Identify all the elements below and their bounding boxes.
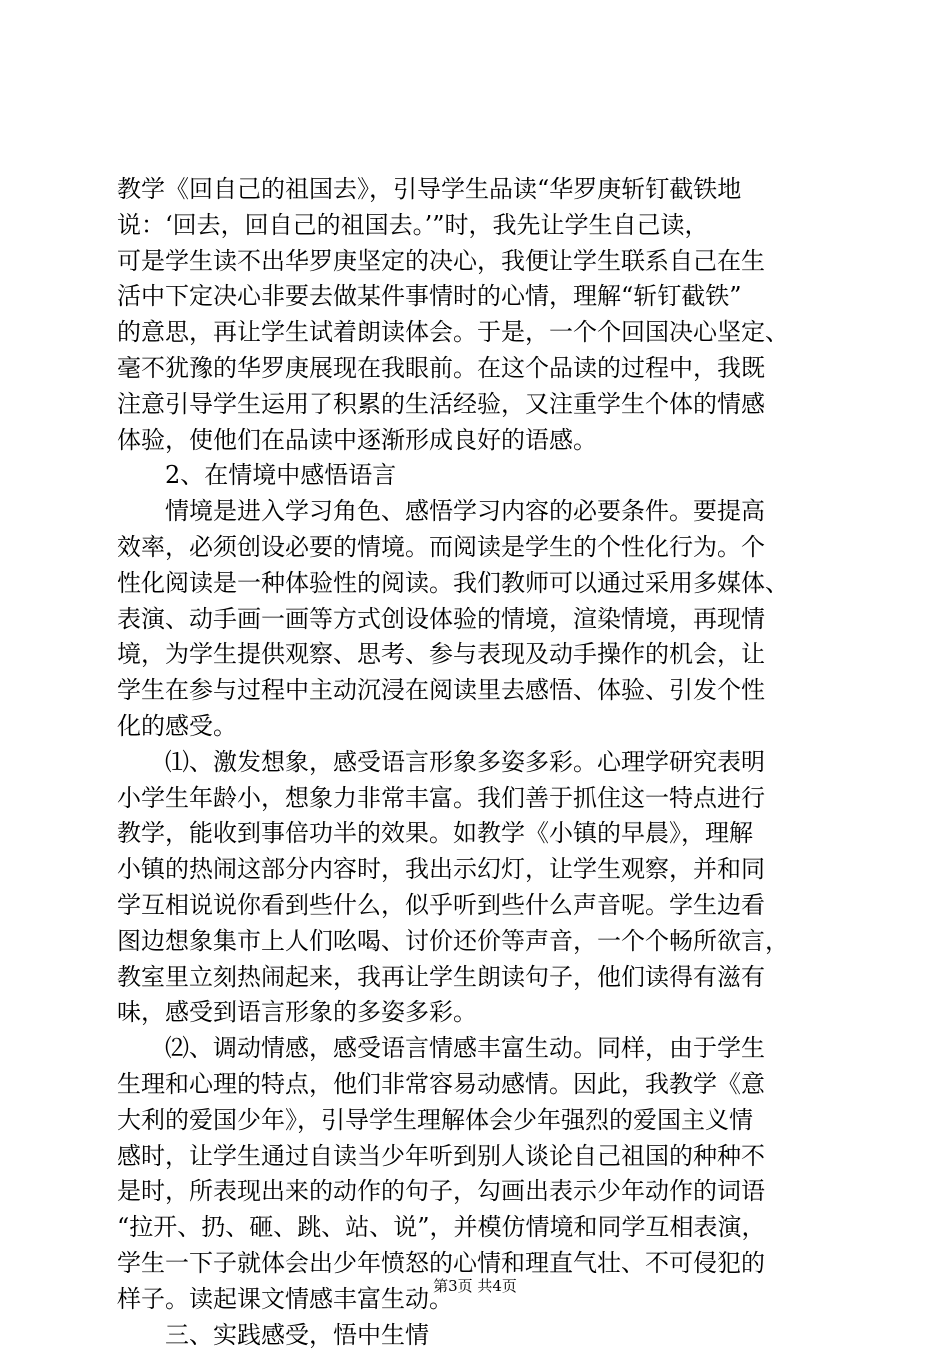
text-line: 味，感受到语言形象的多姿多彩。 — [117, 995, 837, 1031]
text-line: ⑵、调动情感，感受语言情感丰富生动。同样，由于学生 — [117, 1031, 837, 1067]
text-line: 的意思，再让学生试着朗读体会。于是，一个个回国决心坚定、 — [117, 315, 837, 351]
text-line: 境，为学生提供观察、思考、参与表现及动手操作的机会，让 — [117, 637, 837, 673]
text-line: 图边想象集市上人们吆喝、讨价还价等声音，一个个畅所欲言， — [117, 924, 837, 960]
text-line: 小学生年龄小，想象力非常丰富。我们善于抓住这一特点进行 — [117, 781, 837, 817]
text-line: ⑴、激发想象，感受语言形象多姿多彩。心理学研究表明 — [117, 745, 837, 781]
page-footer: 第3页 共4页 — [0, 1276, 950, 1296]
text-line: 说：‘回去，回自己的祖国去。’”时，我先让学生自己读， — [117, 208, 837, 244]
text-line: 学生在参与过程中主动沉浸在阅读里去感悟、体验、引发个性 — [117, 673, 837, 709]
text-line: 是时，所表现出来的动作的句子，勾画出表示少年动作的词语 — [117, 1174, 837, 1210]
text-line: 毫不犹豫的华罗庚展现在我眼前。在这个品读的过程中，我既 — [117, 351, 837, 387]
text-line: 化的感受。 — [117, 709, 837, 745]
text-line: 效率，必须创设必要的情境。而阅读是学生的个性化行为。个 — [117, 530, 837, 566]
text-line: 可是学生读不出华罗庚坚定的决心，我便让学生联系自己在生 — [117, 244, 837, 280]
text-line: 性化阅读是一种体验性的阅读。我们教师可以通过采用多媒体、 — [117, 566, 837, 602]
text-line: 2、在情境中感悟语言 — [117, 458, 837, 494]
text-line: “拉开、扔、砸、跳、站、说”，并模仿情境和同学互相表演， — [117, 1210, 837, 1246]
text-line: 生理和心理的特点，他们非常容易动感情。因此，我教学《意 — [117, 1067, 837, 1103]
text-line: 样子。读起课文情感丰富生动。 — [117, 1282, 837, 1318]
text-line: 学互相说说你看到些什么，似乎听到些什么声音呢。学生边看 — [117, 888, 837, 924]
text-line: 教室里立刻热闹起来，我再让学生朗读句子，他们读得有滋有 — [117, 960, 837, 996]
text-line: 教学《回自己的祖国去》，引导学生品读“华罗庚斩钉截铁地 — [117, 172, 837, 208]
body-text — [117, 172, 837, 1353]
text-line: 活中下定决心非要去做某件事情时的心情，理解“斩钉截铁” — [117, 279, 837, 315]
text-line: 三、实践感受，悟中生情 — [117, 1318, 837, 1353]
text-line: 大利的爱国少年》，引导学生理解体会少年强烈的爱国主义情 — [117, 1103, 837, 1139]
text-line: 学生一下子就体会出少年愤怒的心情和理直气壮、不可侵犯的 — [117, 1246, 837, 1282]
text-line: 教学，能收到事倍功半的效果。如教学《小镇的早晨》，理解 — [117, 816, 837, 852]
text-line: 注意引导学生运用了积累的生活经验，又注重学生个体的情感 — [117, 387, 837, 423]
text-line: 小镇的热闹这部分内容时，我出示幻灯，让学生观察，并和同 — [117, 852, 837, 888]
text-line: 情境是进入学习角色、感悟学习内容的必要条件。要提高 — [117, 494, 837, 530]
text-line: 表演、动手画一画等方式创设体验的情境，渲染情境，再现情 — [117, 602, 837, 638]
text-line: 体验，使他们在品读中逐渐形成良好的语感。 — [117, 423, 837, 459]
text-line: 感时，让学生通过自读当少年听到别人谈论自己祖国的种种不 — [117, 1139, 837, 1175]
